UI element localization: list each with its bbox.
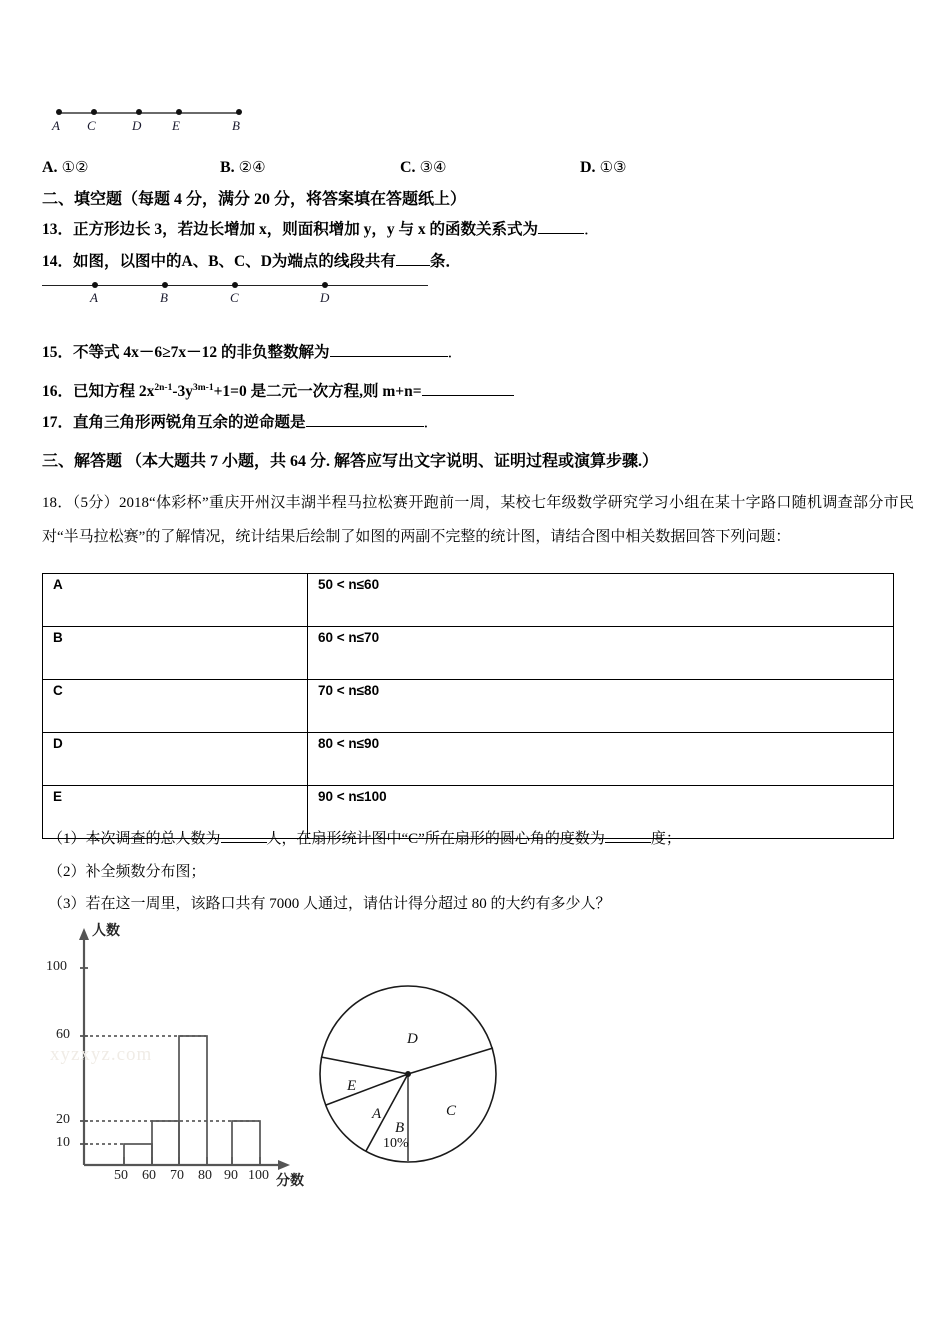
segment-line: [58, 112, 240, 114]
question-16-blank[interactable]: [422, 395, 514, 396]
question-13-period: ．: [584, 221, 600, 238]
abcd-point-a: [92, 282, 98, 288]
section-two-heading: 二、填空题（每题 4 分，满分 20 分，将答案填在答题纸上）: [42, 191, 467, 208]
section-three-heading: 三、解答题 （本大题共 7 小题，共 64 分. 解答应写出文字说明、证明过程或演算步骤.）: [42, 453, 659, 470]
subquestion-2: （2）补全频数分布图；: [48, 864, 206, 880]
question-15-blank[interactable]: [330, 356, 448, 357]
question-16-text-b: -3y: [172, 383, 194, 401]
table-cell-range: 90 < n≤100: [308, 786, 894, 839]
table-row: [43, 680, 894, 733]
frequency-table: [42, 573, 894, 839]
question-13: [42, 220, 600, 240]
subquestion-1: [48, 827, 681, 848]
subquestion-3: （3）若在这一周里，该路口共有 7000 人通过，请估计得分超过 80 的大约有多少人？: [48, 896, 611, 912]
pie-label-b: B: [395, 1120, 405, 1136]
abcd-label-b: B: [160, 290, 168, 305]
abcd-label-c: C: [230, 290, 239, 305]
segment-label-a: A: [52, 118, 60, 133]
segment-point-d: [136, 109, 142, 115]
abcd-point-d: [322, 282, 328, 288]
x-tick-label-90: 90: [224, 1168, 238, 1183]
pie-label-c: C: [446, 1103, 457, 1119]
pie-chart-svg: [300, 978, 536, 1174]
question-16: [42, 378, 514, 402]
x-axis-label: 分数: [276, 1174, 304, 1189]
subquestion-1-blank-1[interactable]: [221, 842, 267, 843]
question-15-text: 15．不等式 4x－6≥7x－12 的非负整数解为: [42, 344, 330, 361]
x-tick-label-70: 70: [170, 1168, 184, 1183]
option-a-letter: A.: [42, 159, 58, 176]
question-15-period: ．: [447, 344, 464, 361]
pie-label-d: D: [407, 1031, 418, 1047]
y-tick-label-100: 100: [46, 959, 67, 974]
watermark: xyzxyz.com: [50, 1044, 153, 1065]
option-d-letter: D.: [580, 159, 596, 176]
distribution-pie-chart: [300, 978, 536, 1174]
pie-divider-c-d: [408, 1048, 493, 1074]
x-tick-label-50: 50: [114, 1168, 128, 1183]
table-cell-range: 80 < n≤90: [308, 733, 894, 786]
option-b[interactable]: [220, 158, 266, 177]
y-tick-label-10: 10: [56, 1135, 70, 1150]
x-axis-arrow-icon: [278, 1160, 290, 1170]
segment-label-d: D: [132, 118, 142, 133]
option-b-value: ②④: [238, 158, 266, 176]
pie-divider-d-e: [321, 1057, 408, 1074]
x-tick-label-60: 60: [142, 1168, 156, 1183]
figure-segment-abcd: [42, 276, 432, 310]
segment-label-e: E: [172, 118, 180, 133]
question-15: [42, 343, 463, 363]
question-16-exponent-1: 2n-1: [154, 383, 173, 393]
subquestion-1-text-c: 度；: [650, 831, 681, 847]
table-cell-group: C: [43, 680, 308, 733]
y-axis-arrow-icon: [79, 928, 89, 940]
segment-label-b: B: [232, 118, 240, 133]
y-tick-label-20: 20: [56, 1112, 70, 1127]
subquestion-1-text-b: 人，在扇形统计图中“C”所在扇形的圆心角的度数为: [266, 831, 605, 847]
pie-label-e: E: [347, 1078, 357, 1094]
option-c-value: ③④: [419, 158, 447, 176]
answer-options-row: [42, 158, 912, 182]
table-cell-range: 60 < n≤70: [308, 627, 894, 680]
table-cell-group: E: [43, 786, 308, 839]
option-d-value: ①③: [599, 158, 627, 176]
bar-90-100: [232, 1121, 260, 1165]
table-row: [43, 627, 894, 680]
question-17-text: 17．直角三角形两锐角互余的逆命题是: [42, 414, 306, 431]
bar-50-60: [124, 1144, 152, 1165]
subquestion-1-blank-2[interactable]: [605, 842, 651, 843]
question-17-period: ．: [423, 414, 440, 431]
pie-center-dot: [405, 1071, 411, 1077]
abcd-point-b: [162, 282, 168, 288]
abcd-label-d: D: [320, 290, 330, 305]
figure-segment-acdeb: [48, 100, 308, 138]
option-d[interactable]: [580, 158, 626, 177]
pie-divider-e-a: [326, 1074, 408, 1105]
segment-point-c: [91, 109, 97, 115]
question-16-text-c: +1=0 是二元一次方程,则 m+n=: [213, 383, 422, 401]
frequency-bar-chart: [44, 918, 324, 1189]
y-axis-label: 人数: [92, 924, 120, 939]
table-cell-group: A: [43, 574, 308, 627]
table-cell-group: B: [43, 627, 308, 680]
question-16-text-a: 16．已知方程 2x: [42, 383, 155, 401]
question-18-stem: 18．（5分）2018“体彩杯”重庆开州汉丰湖半程马拉松赛开跑前一周，某校七年级数学研究学习小组在某十字路口随机调查部分市民对“半马拉松赛”的了解情况，统计结果后绘制了如图的两副不完整的统计图，请结合图中相关数据回答下列问题：: [42, 495, 914, 545]
pie-label-b-percent: 10%: [383, 1136, 409, 1151]
question-14-text: 14．如图，以图中的A、B、C、D为端点的线段共有: [42, 253, 396, 270]
question-14: [42, 252, 461, 272]
subquestion-1-text-a: （1）本次调查的总人数为: [48, 831, 221, 847]
segment-label-c: C: [87, 118, 96, 133]
segment-point-e: [176, 109, 182, 115]
question-14-suffix: 条．: [429, 253, 461, 270]
table-cell-range: 50 < n≤60: [308, 574, 894, 627]
question-14-blank[interactable]: [396, 265, 430, 266]
y-tick-label-60: 60: [56, 1027, 70, 1042]
question-16-exponent-2: 3m-1: [193, 383, 214, 393]
abcd-label-a: A: [90, 290, 98, 305]
x-tick-label-100: 100: [248, 1168, 269, 1183]
segment-point-b: [236, 109, 242, 115]
question-17: [42, 413, 439, 433]
option-c[interactable]: [400, 158, 446, 177]
pie-label-a: A: [372, 1106, 382, 1122]
bar-60-70: [152, 1121, 179, 1165]
abcd-point-c: [232, 282, 238, 288]
segment-point-a: [56, 109, 62, 115]
question-17-blank[interactable]: [306, 426, 424, 427]
table-cell-group: D: [43, 733, 308, 786]
question-13-blank[interactable]: [538, 233, 584, 234]
bar-70-80: [179, 1036, 207, 1165]
option-a-value: ①②: [61, 158, 89, 176]
x-tick-label-80: 80: [198, 1168, 212, 1183]
table-cell-range: 70 < n≤80: [308, 680, 894, 733]
option-c-letter: C.: [400, 159, 416, 176]
table-row: [43, 574, 894, 627]
table-row: [43, 733, 894, 786]
option-a[interactable]: [42, 158, 88, 177]
question-13-text: 13．正方形边长 3，若边长增加 x，则面积增加 y，y 与 x 的函数关系式为: [42, 221, 539, 238]
option-b-letter: B.: [220, 159, 235, 176]
